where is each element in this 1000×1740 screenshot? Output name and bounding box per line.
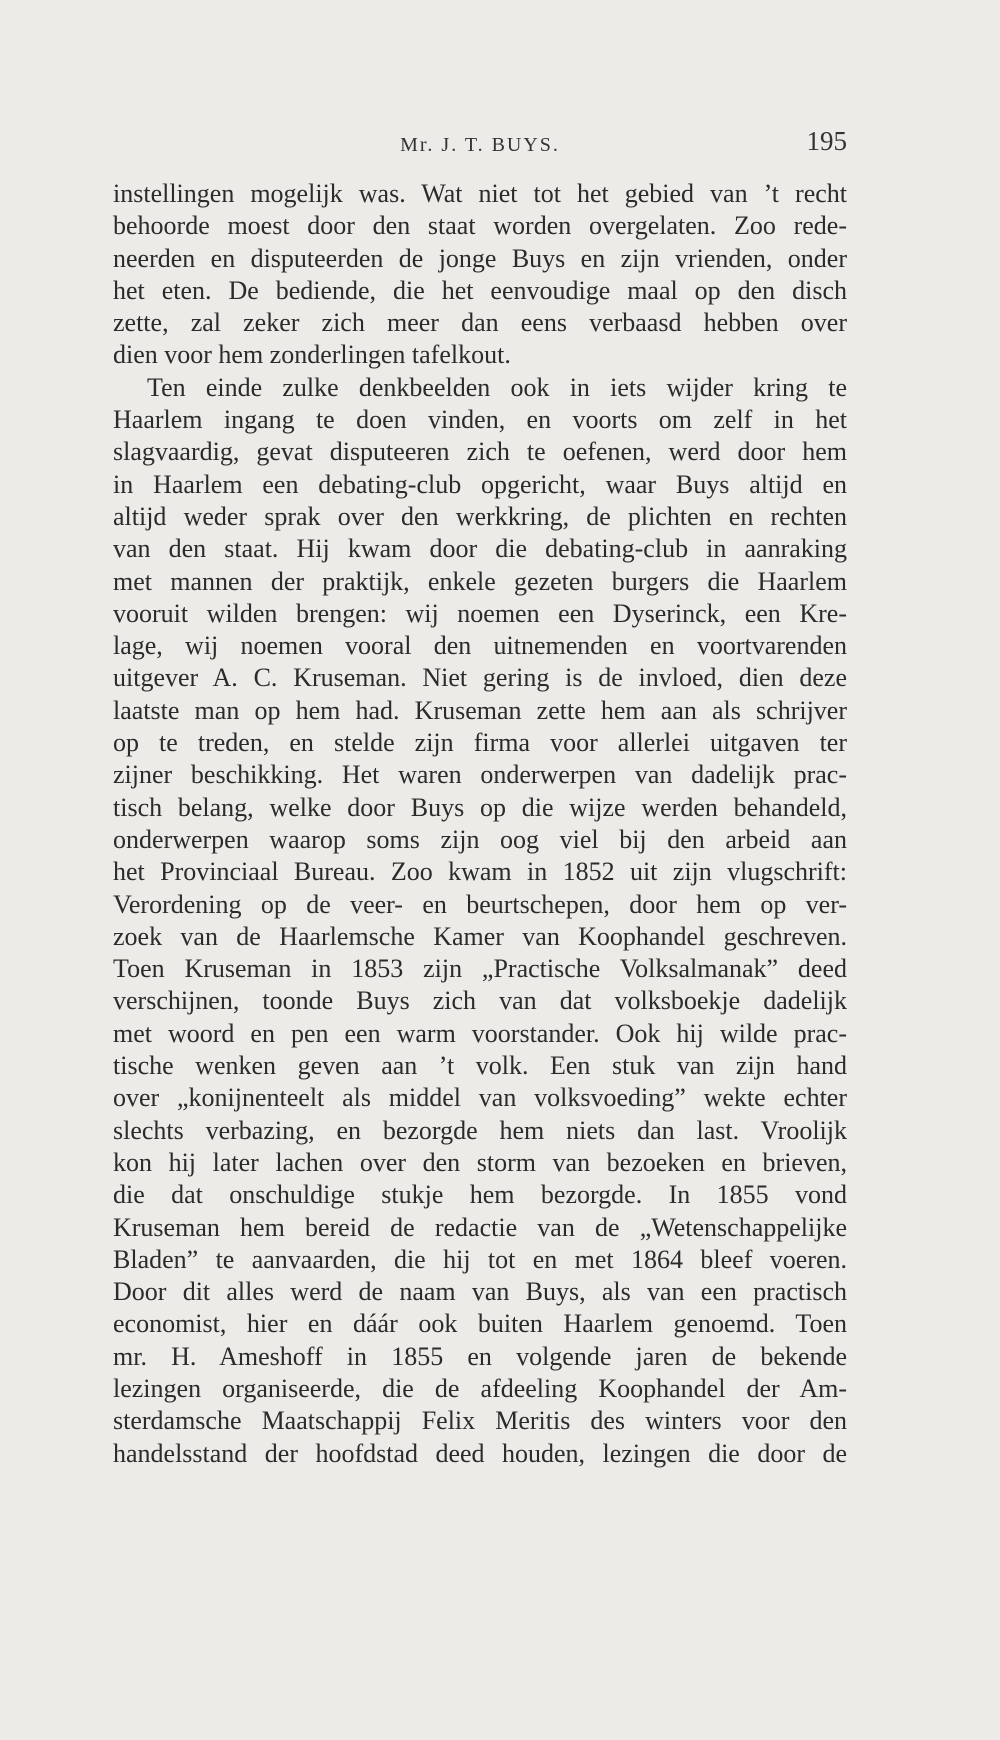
text-line: zoek van de Haarlemsche Kamer van Koophandel geschreven.: [113, 921, 847, 951]
text-line: op te treden, en stelde zijn firma voor allerlei uitgaven ter: [113, 728, 847, 758]
text-line: behoorde moest door den staat worden overgelaten. Zoo rede-: [113, 211, 847, 241]
text-line: sterdamsche Maatschappij Felix Meritis des winters voor den: [113, 1406, 847, 1436]
text-line: slechts verbazing, en bezorgde hem niets dan last. Vroolijk: [113, 1115, 847, 1145]
text-line: met mannen der praktijk, enkele gezeten burgers die Haarlem: [113, 566, 847, 596]
text-line: altijd weder sprak over den werkkring, de plichten en rechten: [113, 501, 847, 531]
text-line: het eten. De bediende, die het eenvoudige maal op den disch: [113, 275, 847, 305]
text-line: met woord en pen een warm voorstander. Ook hij wilde prac-: [113, 1018, 847, 1048]
text-line: tisch belang, welke door Buys op die wijze werden behandeld,: [113, 792, 847, 822]
running-title: Mr. J. T. BUYS.: [400, 134, 560, 156]
text-line: het Provinciaal Bureau. Zoo kwam in 1852 uit zijn vlugschrift:: [113, 857, 847, 887]
text-line: handelsstand der hoofdstad deed houden, lezingen die door de: [113, 1438, 847, 1468]
text-line: slagvaardig, gevat disputeeren zich te oefenen, werd door hem: [113, 437, 847, 467]
text-line: economist, hier en dáár ook buiten Haarlem genoemd. Toen: [113, 1309, 847, 1339]
text-line: verschijnen, toonde Buys zich van dat volksboekje dadelijk: [113, 986, 847, 1016]
text-line: zijner beschikking. Het waren onderwerpen van dadelijk prac-: [113, 760, 847, 790]
text-line: tische wenken geven aan ’t volk. Een stuk van zijn hand: [113, 1051, 847, 1081]
text-line: Bladen” te aanvaarden, die hij tot en met 1864 bleef voeren.: [113, 1244, 847, 1274]
text-line: onderwerpen waarop soms zijn oog viel bij den arbeid aan: [113, 824, 847, 854]
text-line: laatste man op hem had. Kruseman zette hem aan als schrijver: [113, 695, 847, 725]
text-line: dien voor hem zonderlingen tafelkout.: [113, 340, 511, 370]
text-line: Door dit alles werd de naam van Buys, als van een practisch: [113, 1277, 847, 1307]
text-line: lezingen organiseerde, die de afdeeling Koophandel der Am-: [113, 1373, 847, 1403]
text-line: Verordening op de veer- en beurtschepen, door hem op ver-: [113, 889, 847, 919]
text-line: neerden en disputeerden de jonge Buys en zijn vrienden, onder: [113, 243, 847, 273]
text-line: zette, zal zeker zich meer dan eens verbaasd hebben over: [113, 308, 847, 338]
text-line: Kruseman hem bereid de redactie van de „Wetenschappelijke: [113, 1212, 847, 1242]
text-line: vooruit wilden brengen: wij noemen een Dyserinck, een Kre-: [113, 598, 847, 628]
text-line: Haarlem ingang te doen vinden, en voorts om zelf in het: [113, 405, 847, 435]
text-line: Toen Kruseman in 1853 zijn „Practische Volksalmanak” deed: [113, 954, 847, 984]
running-head: [113, 126, 847, 166]
text-line: instellingen mogelijk was. Wat niet tot het gebied van ’t recht: [113, 179, 847, 208]
text-line: in Haarlem een debating-club opgericht, waar Buys altijd en: [113, 469, 847, 499]
page-number: 195: [806, 126, 847, 156]
text-line: kon hij later lachen over den storm van bezoeken en brieven,: [113, 1147, 847, 1177]
text-line: van den staat. Hij kwam door die debating-club in aanraking: [113, 534, 847, 564]
text-line: over „konijnenteelt als middel van volksvoeding” wekte echter: [113, 1083, 847, 1113]
text-line: mr. H. Ameshoff in 1855 en volgende jaren de bekende: [113, 1341, 847, 1371]
text-line: uitgever A. C. Kruseman. Niet gering is de invloed, dien deze: [113, 663, 847, 693]
text-line: lage, wij noemen vooral den uitnemenden en voortvarenden: [113, 631, 847, 661]
body-text: [113, 178, 847, 1470]
text-line: Ten einde zulke denkbeelden ook in iets wijder kring te: [147, 372, 847, 402]
text-line: die dat onschuldige stukje hem bezorgde. In 1855 vond: [113, 1180, 847, 1210]
